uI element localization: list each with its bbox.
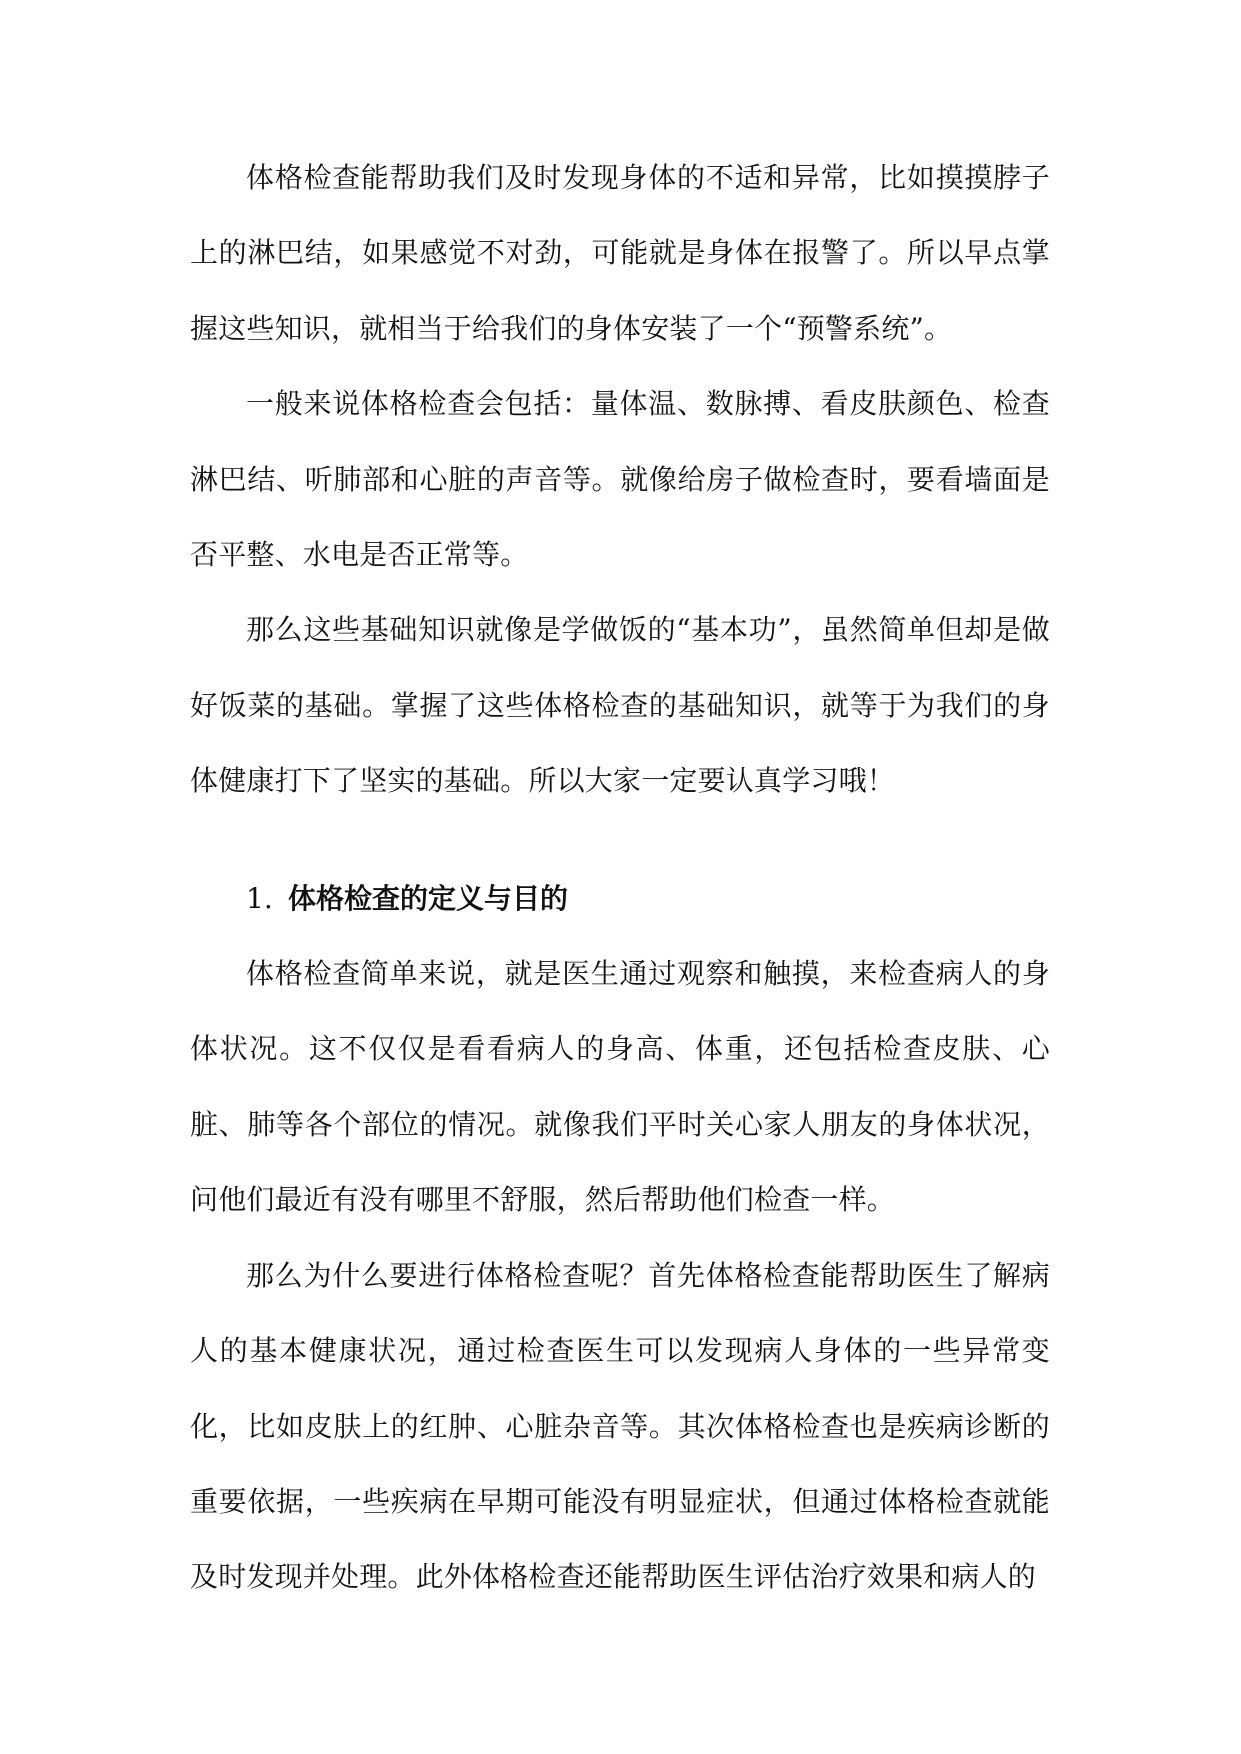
paragraph-purpose: 那么为什么要进行体格检查呢？首先体格检查能帮助医生了解病人的基本健康状况，通过检查医生可以发现病人身体的一些异常变化，比如皮肤上的红肿、心脏杂音等。其次体格检查也是疾病诊断的重要依据，一些疾病在早期可能没有明显症状，但通过体格检查就能及时发现并处理。此外体格检查还能帮助医生评估治疗效果和病人的 — [190, 1258, 1050, 1594]
section-number: 1. — [246, 881, 273, 915]
paragraph-basic-skills: 那么这些基础知识就像是学做饭的“基本功”，虽然简单但却是做好饭菜的基础。掌握了这些体格检查的基础知识，就等于为我们的身体健康打下了坚实的基础。所以大家一定要认真学习哦！ — [190, 613, 1050, 798]
paragraph-intro-warning-system: 体格检查能帮助我们及时发现身体的不适和异常，比如摸摸脖子上的淋巴结，如果感觉不对劲，可能就是身体在报警了。所以早点掌握这些知识，就相当于给我们的身体安装了一个“预警系统”。 — [190, 161, 1050, 345]
paragraph-exam-contents: 一般来说体格检查会包括：量体温、数脉搏、看皮肤颜色、检查淋巴结、听肺部和心脏的声音等。就像给房子做检查时，要看墙面是否平整、水电是否正常等。 — [190, 387, 1050, 572]
document-body — [190, 140, 1050, 1615]
paragraph-definition: 体格检查简单来说，就是医生通过观察和触摸，来检查病人的身体状况。这不仅仅是看看病人的身高、体重，还包括检查皮肤、心脏、肺等各个部位的情况。就像我们平时关心家人朋友的身体状况，问他们最近有没有哪里不舒服，然后帮助他们检查一样。 — [190, 957, 1050, 1217]
section-title: 体格检查的定义与目的 — [288, 881, 569, 915]
section-heading — [190, 861, 1050, 936]
